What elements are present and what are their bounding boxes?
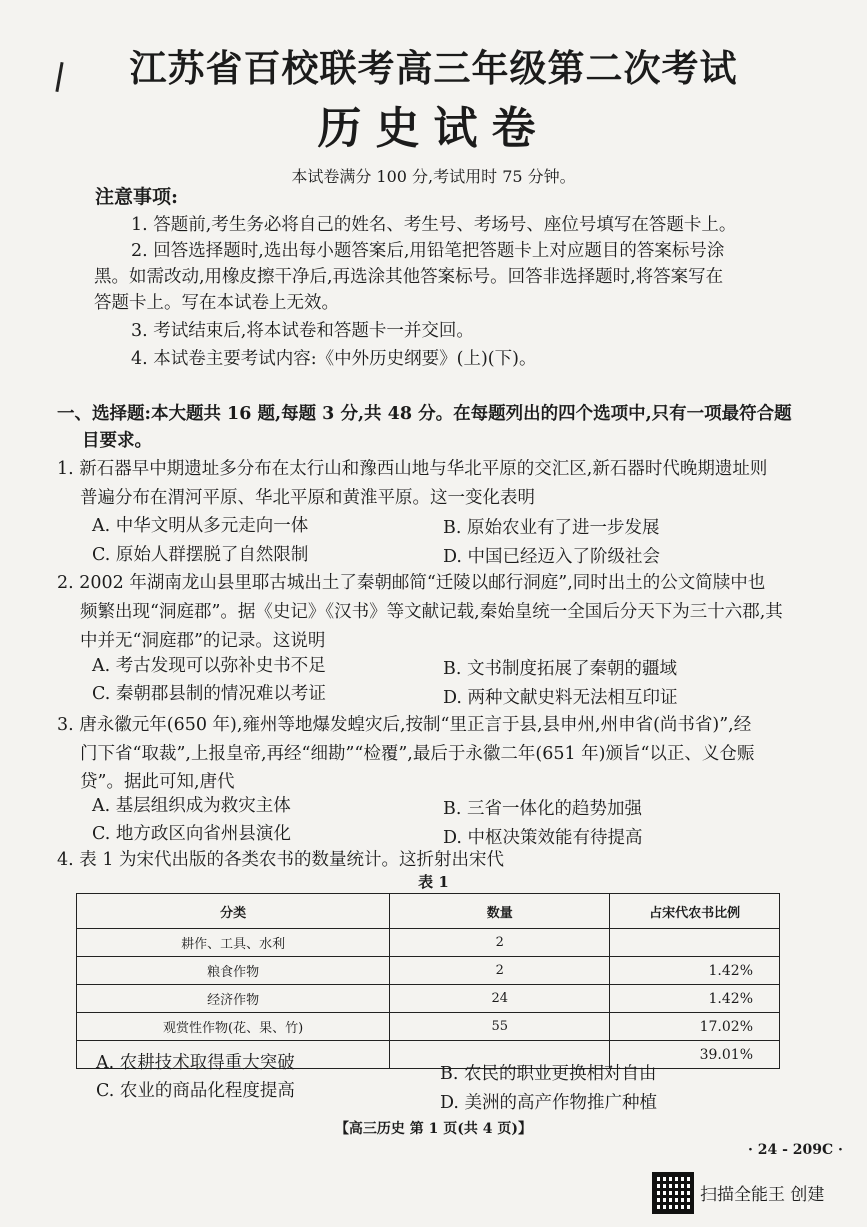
exam-code: · 24 - 209C · [748,1142,843,1158]
qr-code-icon [652,1172,694,1214]
table-row [77,1013,780,1041]
question-4-option-d[interactable]: D. 美洲的高产作物推广种植 [440,1093,658,1113]
question-1-line: 1. 新石器早中期遗址多分布在太行山和豫西山地与华北平原的交汇区,新石器时代晚期遗址则 [57,459,768,479]
question-3-line: 门下省“取裁”,上报皇帝,再经“细勘”“检覆”,最后于永徽二年(651 年)颁旨“以正、义仓赈 [80,744,755,764]
table-header-ratio: 占宋代农书比例 [610,894,780,929]
section-heading-cont: 目要求。 [82,431,152,451]
table-row [77,929,780,957]
table-caption: 表 1 [418,873,449,891]
table-cell: 55 [390,1013,610,1041]
question-1-option-c[interactable]: C. 原始人群摆脱了自然限制 [92,545,309,565]
question-3-line: 贷”。据此可知,唐代 [80,772,235,792]
question-2-option-c[interactable]: C. 秦朝郡县制的情况难以考证 [92,684,326,704]
table-cell: 1.42% [610,985,780,1013]
table-cell: 24 [390,985,610,1013]
subject-title: 历史试卷 [317,103,550,154]
question-4-option-b[interactable]: B. 农民的职业更换相对自由 [440,1064,657,1084]
question-2-line: 频繁出现“洞庭郡”。据《史记》《汉书》等文献记载,秦始皇统一全国后分天下为三十六郡,其 [80,602,783,622]
table-cell [610,929,780,957]
page-footer: 【高三历史 第 1 页(共 4 页)】 [334,1121,533,1137]
question-4-line: 4. 表 1 为宋代出版的各类农书的数量统计。这折射出宋代 [57,850,505,870]
notice-line: 3. 考试结束后,将本试卷和答题卡一并交回。 [131,321,474,341]
question-4-option-a[interactable]: A. 农耕技术取得重大突破 [96,1053,295,1073]
notice-line: 答题卡上。写在本试卷上无效。 [94,293,339,313]
section-heading: 一、选择题:本大题共 16 题,每题 3 分,共 48 分。在每题列出的四个选项中,只有一项最符合题 [57,404,792,424]
question-2-option-d[interactable]: D. 两种文献史料无法相互印证 [443,688,678,708]
question-2-line: 中并无“洞庭郡”的记录。这说明 [80,631,326,651]
question-2-line: 2. 2002 年湖南龙山县里耶古城出土了秦朝邮简“迁陵以邮行洞庭”,同时出土的公文简牍中也 [57,573,766,593]
table-cell: 观赏性作物(花、果、竹) [77,1013,390,1041]
table-cell: 1.42% [610,957,780,985]
table-cell: 17.02% [610,1013,780,1041]
question-3-line: 3. 唐永徽元年(650 年),雍州等地爆发蝗灾后,按制“里正言于县,县申州,州申省(尚书省)”,经 [57,715,752,735]
table-cell: 2 [390,929,610,957]
notice-heading: 注意事项: [95,186,179,208]
question-3-option-a[interactable]: A. 基层组织成为救灾主体 [92,796,291,816]
table-row [77,985,780,1013]
question-4-option-c[interactable]: C. 农业的商品化程度提高 [96,1081,295,1101]
exam-subtitle: 本试卷满分 100 分,考试用时 75 分钟。 [291,167,576,186]
question-1-option-b[interactable]: B. 原始农业有了进一步发展 [443,518,660,538]
notice-line: 黑。如需改动,用橡皮擦干净后,再选涂其他答案标号。回答非选择题时,将答案写在 [94,267,724,287]
question-3-option-d[interactable]: D. 中枢决策效能有待提高 [443,828,643,848]
question-2-option-b[interactable]: B. 文书制度拓展了秦朝的疆域 [443,659,677,679]
question-1-line: 普遍分布在渭河平原、华北平原和黄淮平原。这一变化表明 [80,488,535,508]
exam-title: 江苏省百校联考高三年级第二次考试 [129,46,738,90]
table-cell: 39.01% [610,1041,780,1069]
table-header-category: 分类 [77,894,390,929]
question-3-option-c[interactable]: C. 地方政区向省州县演化 [92,824,291,844]
table-1 [76,893,780,1069]
question-1-option-d[interactable]: D. 中国已经迈入了阶级社会 [443,547,661,567]
table-cell: 粮食作物 [77,957,390,985]
question-2-option-a[interactable]: A. 考古发现可以弥补史书不足 [92,656,326,676]
notice-line: 4. 本试卷主要考试内容:《中外历史纲要》(上)(下)。 [131,349,537,369]
table-row [77,957,780,985]
scanner-watermark: 扫描全能王 创建 [700,1185,825,1205]
question-3-option-b[interactable]: B. 三省一体化的趋势加强 [443,799,642,819]
table-cell: 耕作、工具、水利 [77,929,390,957]
table-header-count: 数量 [390,894,610,929]
table-cell: 2 [390,957,610,985]
table-cell: 经济作物 [77,985,390,1013]
question-1-option-a[interactable]: A. 中华文明从多元走向一体 [92,516,309,536]
notice-line: 2. 回答选择题时,选出每小题答案后,用铅笔把答题卡上对应题目的答案标号涂 [131,241,725,261]
notice-line: 1. 答题前,考生务必将自己的姓名、考生号、考场号、座位号填写在答题卡上。 [131,215,737,235]
